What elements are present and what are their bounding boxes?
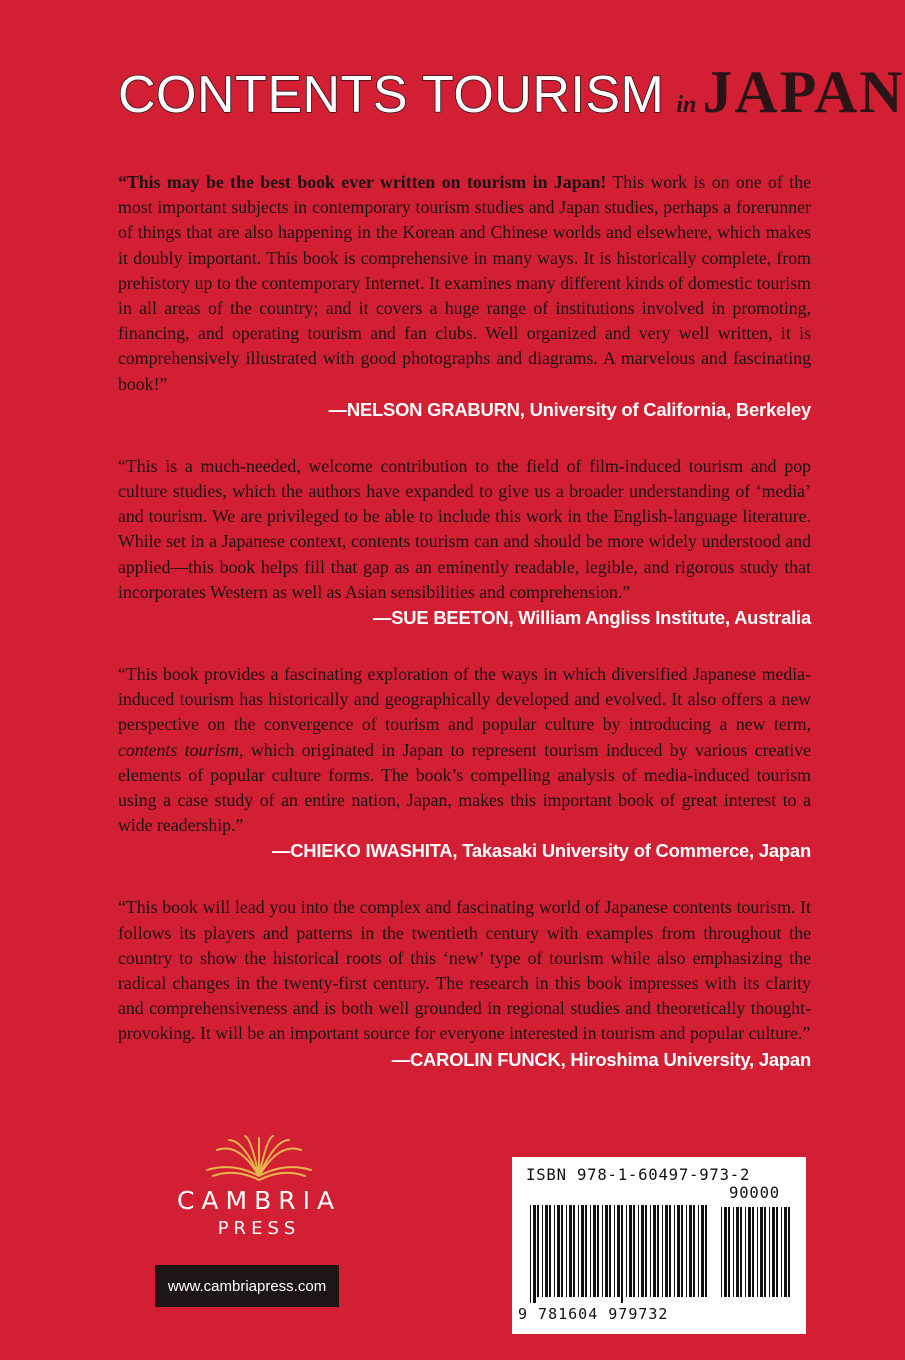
endorsement-iwashita bbox=[118, 662, 811, 862]
endorsements bbox=[118, 170, 811, 1071]
isbn-label: ISBN 978-1-60497-973-2 bbox=[526, 1166, 751, 1184]
endorsement-text bbox=[118, 170, 811, 397]
addon-barcode bbox=[721, 1207, 797, 1277]
price-code: 90000 bbox=[729, 1184, 780, 1202]
endorsement-attribution: —CAROLIN FUNCK, Hiroshima University, Japan bbox=[391, 1048, 811, 1070]
title-in: in bbox=[676, 92, 697, 118]
publisher-sub: PRESS bbox=[217, 1218, 301, 1239]
endorsement-term: contents tourism bbox=[118, 739, 240, 760]
endorsement-text bbox=[118, 662, 811, 838]
publisher-name: CAMBRIA bbox=[176, 1186, 342, 1215]
endorsement-attribution: —SUE BEETON, William Angliss Institute, Australia bbox=[373, 607, 811, 629]
endorsement-text: “This is a much-needed, welcome contribution to the field of film-induced tourism and pop culture studies, which the authors have expanded to give us a broader understanding of ‘media’ and tourism. We are privileged to be able to include this work in the English-language literature. While set in a Japanese context, contents tourism can and should be more widely understood and applied—this book helps fill that gap as an eminently readable, legible, and rigorous study that incorporates Western as well as Asian sensibilities and comprehension.” bbox=[118, 455, 811, 602]
publisher-url: www.cambriapress.com bbox=[155, 1265, 339, 1307]
title-japan: JAPAN bbox=[702, 59, 905, 125]
endorsement-body-a: “This book provides a fascinating exploration of the ways in which diversified Japanese media-induced tourism has historically and geographically developed and evolved. It also offers a new perspective on the convergence of tourism and popular culture by introducing a new term, bbox=[118, 664, 811, 735]
endorsement-beeton bbox=[118, 454, 811, 629]
title-contents-tourism: CONTENTS TOURISM bbox=[118, 66, 665, 124]
publisher-logo bbox=[148, 1136, 370, 1239]
endorsement-body: This work is on one of the most important subjects in contemporary tourism studies and Japan studies, perhaps a forerunner of things that are also happening in the Korean and Chinese worlds and elsewhere, which makes it doubly important. This book is comprehensive in many ways. It is historically complete, from prehistory up to the contemporary Internet. It examines many different kinds of domestic tourism in all areas of the country; and it covers a huge range of institutions involved in promoting, financing, and operating tourism and fan clubs. Well organized and very well written, it is comprehensively illustrated with good photographs and diagrams. A marvelous and fascinating book!” bbox=[118, 172, 811, 394]
endorsement-lead: “This may be the best book ever written on tourism in Japan! bbox=[118, 172, 607, 192]
endorsement-attribution: —CHIEKO IWASHITA, Takasaki University of Commerce, Japan bbox=[272, 840, 811, 862]
endorsement-graburn bbox=[118, 170, 811, 421]
endorsement-body-b: , which originated in Japan to represent tourism induced by various creative elements of popular culture forms. The book’s compelling analysis of media-induced tourism using a case study of an entire nation, Japan, makes this important book of great interest to a wide readership.” bbox=[118, 739, 812, 836]
ean-barcode bbox=[530, 1205, 714, 1305]
endorsement-funck bbox=[118, 895, 811, 1070]
endorsement-text: “This book will lead you into the complex and fascinating world of Japanese contents tourism. It follows its players and patterns in the twentieth century with examples from throughout the country to show the historical roots of this ‘new’ type of tourism while also emphasizing the radical changes in the twenty-first century. The research in this book impresses with its clarity and comprehensiveness and is both well grounded in regional studies and theoretically thought-provoking. It will be an important source for everyone interested in tourism and popular culture.” bbox=[118, 897, 811, 1044]
book-title bbox=[118, 59, 905, 125]
barcode-digits: 9 781604 979732 bbox=[518, 1305, 669, 1323]
book-fan-icon bbox=[199, 1136, 319, 1182]
endorsement-attribution: —NELSON GRABURN, University of California, Berkeley bbox=[328, 398, 811, 420]
